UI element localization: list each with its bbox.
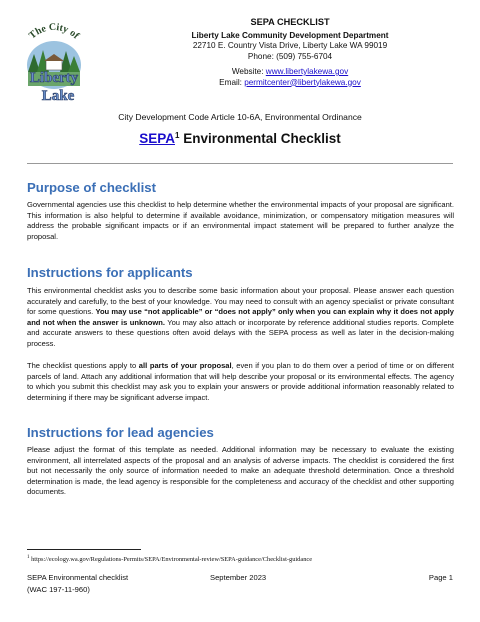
svg-text:The City of <box>27 22 82 42</box>
phone: Phone: (509) 755-6704 <box>247 51 333 61</box>
website-label: Website: <box>231 67 266 76</box>
purpose-text: Governmental agencies use this checklist to help determine whether the environmental impacts of your proposal are significant. This information is also helpful to determine if available avoidance, minimization, or compensatory mitigation measures will address the probable significant impacts or if an environmental impact statement will be prepared to further analyze the proposal. <box>27 200 454 241</box>
checklist-title: SEPA CHECKLIST <box>250 17 330 27</box>
email-link[interactable]: permitcenter@libertylakewa.gov <box>244 77 361 87</box>
footer-doc-name: SEPA Environmental checklist <box>27 573 129 582</box>
address: 22710 E. Country Vista Drive, Liberty Lake WA 99019 <box>192 41 388 50</box>
applicants-p2-text-b: , even if you plan to do them over a period of time or on different parcels of land. Attach any additional information that will help describe your proposal or its environmental effects. The agency to which you submit this checklist may ask you to explain your answers or provide additional information reasonably related to determining if there may be significant adverse impact. <box>27 361 454 402</box>
lead-agencies-text: Please adjust the format of this template as needed. Additional information may be necessary to evaluate the existing environment, all interrelated aspects of the proposal and an analysis of adverse impacts. The checklist is considered the first but not necessarily the only source of information needed to make an adequate threshold determination. Once a threshold determination is made, the lead agency is responsible for the completeness and accuracy of the checklist and other supporting documents. <box>27 445 454 496</box>
website-link[interactable]: www.libertylakewa.gov <box>265 67 349 76</box>
applicants-p1-bold: You may use “not applicable” or “does not apply” only when you can explain why it does not apply and not when the answer is unknown. <box>27 307 454 327</box>
footer-date: September 2023 <box>210 573 267 582</box>
department-name: Liberty Lake Community Development Department <box>191 30 389 40</box>
svg-text:Lake: Lake <box>41 88 75 104</box>
purpose-heading: Purpose of checklist <box>27 180 156 195</box>
applicants-paragraph-1 <box>27 286 454 349</box>
header-block <box>100 17 480 88</box>
document-title <box>0 131 480 146</box>
footer-left <box>27 573 128 594</box>
footnote-ref: 1 <box>175 131 180 140</box>
footnote-url: https://ecology.wa.gov/Regulations-Permits/SEPA/Environmental-review/SEPA-guidance/Checklist-guidance <box>29 556 313 563</box>
email-label: Email: <box>219 77 245 87</box>
footer-wac: (WAC 197-11-960) <box>27 585 90 594</box>
footer-page-number: Page 1 <box>428 573 453 582</box>
document-title-text: Environmental Checklist <box>179 131 341 146</box>
sepa-link[interactable]: SEPA <box>139 131 175 146</box>
footnote <box>27 555 312 563</box>
applicants-heading: Instructions for applicants <box>27 265 193 280</box>
footnote-divider <box>27 549 141 550</box>
applicants-p1-text-a: This environmental checklist asks you to describe some basic information about your proposal. Please answer each question accurately and carefully, to the best of your knowledge. You may need to consult with an agency specialist or private consultant for some questions. <box>27 286 454 316</box>
applicants-paragraph-2 <box>27 361 454 403</box>
city-logo <box>10 20 98 106</box>
website-line <box>100 67 480 78</box>
footnote-number: 1 <box>27 555 30 560</box>
header-divider <box>27 163 453 164</box>
applicants-p1-text-b: You may also attach or incorporate by reference additional studies reports. Complete and accurate answers to these questions often avoid delays with the SEPA process as well as later in the decision-making process. <box>27 317 454 348</box>
logo-top-text: The City of <box>27 21 82 42</box>
applicants-p2-bold: all parts of your proposal <box>138 361 232 370</box>
email-line <box>100 78 480 89</box>
svg-text:Liberty: Liberty <box>29 70 79 86</box>
code-reference: City Development Code Article 10-6A, Environmental Ordinance <box>118 112 362 122</box>
lead-agencies-heading: Instructions for lead agencies <box>27 425 214 440</box>
applicants-p2-text-a: The checklist questions apply to <box>27 361 139 370</box>
